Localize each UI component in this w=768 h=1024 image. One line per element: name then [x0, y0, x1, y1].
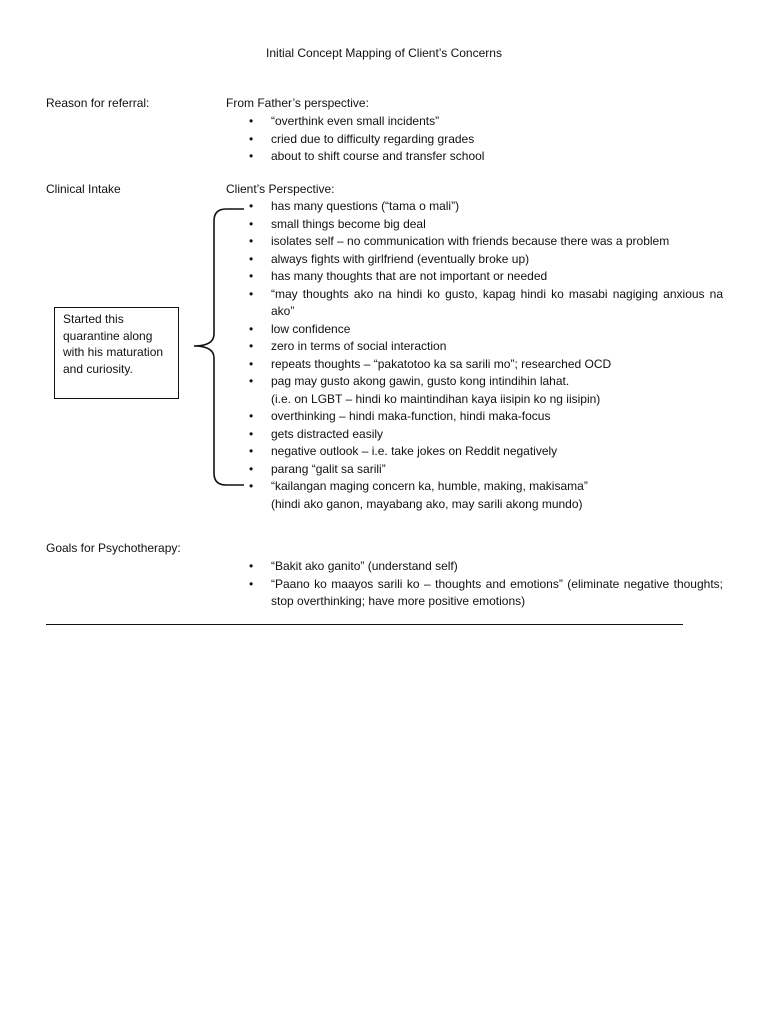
list-item: • overthinking – hindi maka-function, hindi maka-focus	[226, 408, 723, 426]
bullet-icon: •	[249, 114, 254, 128]
list-item: • “overthink even small incidents”	[226, 113, 723, 131]
bullet-icon: •	[249, 426, 254, 441]
referral-heading: From Father’s perspective:	[226, 96, 369, 110]
bullet-icon: •	[249, 216, 254, 231]
list-item: • gets distracted easily	[226, 426, 723, 444]
bullet-icon: •	[249, 479, 254, 493]
page-title: Initial Concept Mapping of Client’s Concerns	[266, 46, 502, 60]
list-item: • about to shift course and transfer school	[226, 148, 723, 166]
list-item: • cried due to difficulty regarding grades	[226, 131, 723, 149]
list-item: • “may thoughts ako na hindi ko gusto, kapag hindi ko masabi nagiging anxious na ako”	[249, 286, 723, 318]
intake-label: Clinical Intake	[46, 182, 121, 196]
list-item: • has many thoughts that are not important or needed	[226, 268, 723, 286]
bullet-icon: •	[249, 576, 254, 591]
referral-list	[226, 113, 723, 166]
bullet-icon: •	[249, 374, 254, 388]
bullet-icon: •	[249, 444, 254, 458]
list-item: • negative outlook – i.e. take jokes on Reddit negatively	[226, 443, 723, 461]
list-item: • low confidence	[226, 321, 723, 339]
goals-label: Goals for Psychotherapy:	[46, 541, 181, 555]
bullet-icon: •	[249, 131, 254, 146]
bullet-icon: •	[249, 199, 254, 213]
curly-brace-icon	[190, 206, 246, 488]
list-item: • small things become big deal	[226, 216, 723, 234]
list-item: • has many questions (“tama o mali”)	[226, 198, 723, 216]
horizontal-rule	[46, 624, 683, 625]
list-item: • always fights with girlfriend (eventually broke up)	[226, 251, 723, 269]
goals-list	[226, 558, 723, 611]
bullet-icon: •	[249, 269, 254, 283]
referral-label: Reason for referral:	[46, 96, 150, 110]
intake-heading: Client’s Perspective:	[226, 182, 335, 196]
list-item: • parang “galit sa sarili”	[226, 461, 723, 479]
bullet-icon: •	[249, 286, 254, 301]
list-item: • “kailangan maging concern ka, humble, making, makisama” (hindi ako ganon, mayabang ako, may sarili akong mundo)	[249, 479, 588, 511]
intake-list	[226, 198, 723, 513]
bullet-icon: •	[249, 321, 254, 336]
list-item: • “Bakit ako ganito” (understand self)	[226, 558, 723, 576]
list-item: • isolates self – no communication with friends because there was a problem	[226, 233, 723, 251]
bullet-icon: •	[249, 356, 254, 371]
callout-box: Started this quarantine along with his maturation and curiosity.	[54, 307, 179, 399]
list-item: • “Paano ko maayos sarili ko – thoughts and emotions” (eliminate negative thoughts; stop overthinking; have more positive emotions)	[249, 576, 723, 608]
list-item: • zero in terms of social interaction	[226, 338, 723, 356]
bullet-icon: •	[249, 409, 254, 423]
bullet-icon: •	[249, 461, 254, 476]
bullet-icon: •	[249, 149, 254, 163]
list-item: • pag may gusto akong gawin, gusto kong intindihin lahat. (i.e. on LGBT – hindi ko maintindihan kaya iisipin ko ng iisipin)	[249, 374, 601, 406]
bullet-icon: •	[249, 234, 254, 248]
bullet-icon: •	[249, 339, 254, 353]
bullet-icon: •	[249, 251, 254, 266]
bullet-icon: •	[249, 559, 254, 573]
list-item: • repeats thoughts – “pakatotoo ka sa sarili mo”; researched OCD	[226, 356, 723, 374]
